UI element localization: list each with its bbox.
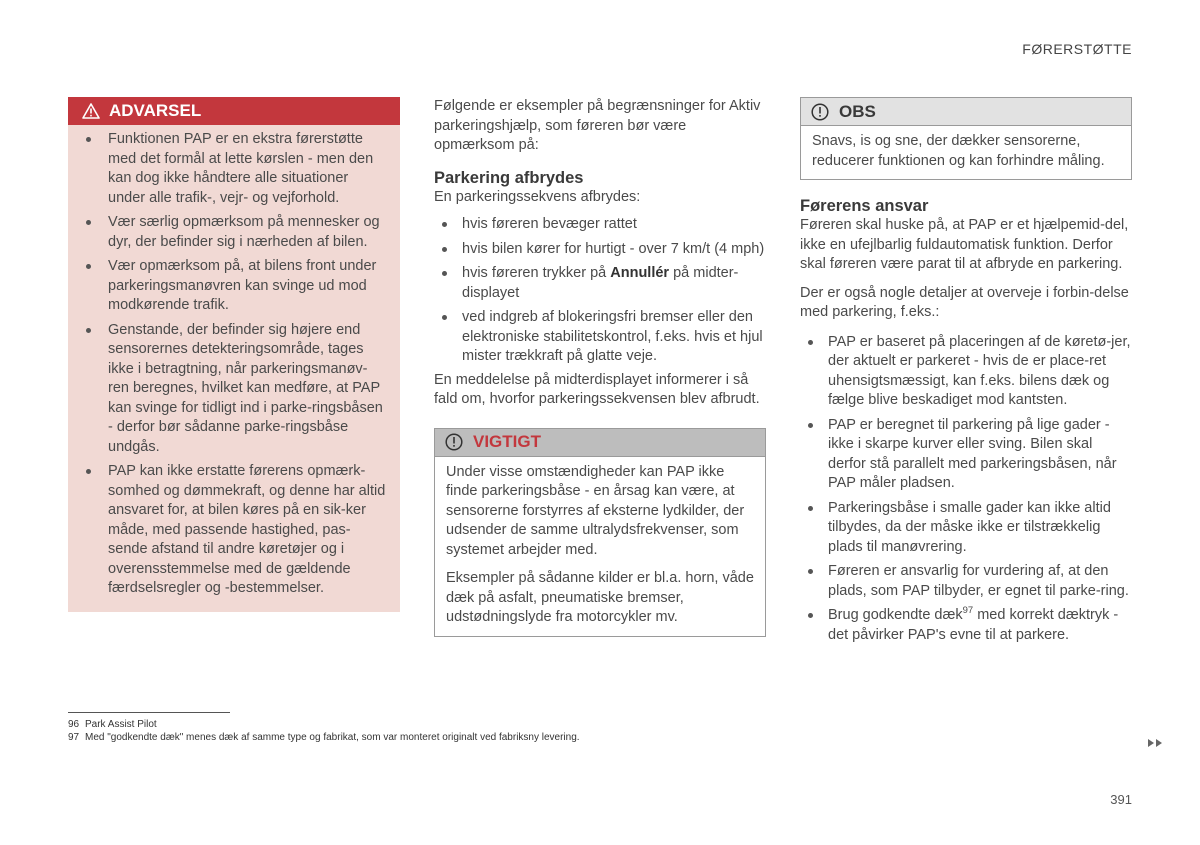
list-item: Vær særlig opmærksom på mennesker og dyr, der befinder sig i nærheden af bilen. (80, 213, 388, 252)
list-item: ved indgreb af blokeringsfri bremser eller den elektroniske stabilitetskontrol, f.eks. hvis et hjul mister trækkraft på glatte veje. (434, 308, 766, 367)
list-item: hvis bilen kører for hurtigt - over 7 km/t (4 mph) (434, 240, 766, 260)
footnote-number: 97 (68, 732, 80, 743)
list-item: Parkeringsbåse i smalle gader kan ikke altid tilbydes, da der måske ikke er tilstrækkelig plads til manøvrering. (800, 499, 1132, 558)
footnote (68, 731, 580, 744)
footnote-divider (68, 712, 230, 713)
list-item: Føreren er ansvarlig for vurdering af, at den plads, som PAP tilbyder, er egnet til parke-ring. (800, 562, 1132, 601)
column-middle (434, 97, 766, 637)
warning-triangle-icon (82, 103, 100, 119)
warning-box (68, 97, 400, 612)
exclamation-circle-icon (445, 433, 463, 451)
page-number: 391 (1110, 792, 1132, 807)
column-right (800, 97, 1132, 650)
section-heading: Parkering afbrydes (434, 168, 584, 187)
intro-paragraph: Følgende er eksempler på begrænsninger for Aktiv parkeringshjælp, som føreren bør være opmærksom på: (434, 98, 761, 153)
note-box (800, 97, 1132, 180)
item-text: med korrekt dæktryk - det påvirker PAP's evne til at parkere. (828, 607, 1119, 643)
note-title: OBS (839, 101, 876, 121)
note-body (801, 126, 1131, 179)
warning-title: ADVARSEL (109, 101, 202, 121)
message-paragraph: En meddelelse på midterdisplayet informerer i så fald om, hvorfor parkeringssekvensen blev afbrudt. (434, 371, 760, 407)
warning-list (68, 125, 400, 599)
footnote-text: Med "godkendte dæk" menes dæk af samme type og fabrikat, som var monteret originalt ved fabriksny levering. (85, 732, 580, 743)
item-text: hvis føreren trykker på (462, 265, 611, 281)
important-body (435, 457, 765, 636)
note-header (801, 98, 1131, 126)
list-item: PAP er beregnet til parkering på lige gader - ikke i skarpe kurver eller sving. Bilen skal derfor stå parallelt med parkeringsbåsen, når PAP måler pladsen. (800, 416, 1132, 494)
footnote-number: 96 (68, 719, 80, 730)
column-left (68, 97, 400, 612)
footnote-text: Park Assist Pilot (85, 719, 157, 730)
important-header (435, 429, 765, 457)
important-paragraph: Under visse omstændigheder kan PAP ikke finde parkeringsbåse - en årsag kan være, at sensorerne forstyrres af eksterne lydkilder, der udsender de samme ultralydsfrekvenser, som systemet arbejder med. (446, 463, 745, 558)
cancel-label: Annullér (610, 265, 670, 281)
details-list (800, 333, 1132, 646)
footnotes (68, 718, 580, 744)
important-title: VIGTIGT (473, 432, 541, 452)
list-item: Vær opmærksom på, at bilens front under parkeringsmanøvren kan svinge ud mod modkørende trafik. (80, 257, 388, 316)
list-item: PAP kan ikke erstatte førerens opmærk-somhed og dømmekraft, og denne har altid ansvaret for, at bilen køres på en sik-ker måde, med passende hastighed, pas-sende afstand til andre køretøjer og i overensstemmelse med de gældende færdselsregler og -bestemmelser. (80, 462, 388, 599)
list-item: hvis føreren bevæger rattet (434, 215, 766, 235)
list-item: Funktionen PAP er en ekstra førerstøtte med det formål at lette kørslen - men den kan dog ikke håndtere alle situationer under alle trafik-, vejr- og vejforhold. (80, 130, 388, 208)
item-text: Brug godkendte dæk (828, 607, 963, 623)
item-text: på midter-displayet (462, 265, 739, 301)
list-item: Genstande, der befinder sig højere end sensorernes detekteringsområde, tages ikke i betragtning, når parkeringsmanøv-ren beregnes, hvilket kan medføre, at PAP kan svinge for tidligt ind i parke-ringsbåsen - derfor bør sådanne parke-ringsbåse undgås. (80, 321, 388, 458)
sub-paragraph: En parkeringssekvens afbrydes: (434, 188, 641, 205)
interrupt-list (434, 215, 766, 367)
important-box (434, 428, 766, 637)
warning-header (68, 97, 400, 125)
list-item: PAP er baseret på placeringen af de køretø-jer, der aktuelt er parkeret - hvis de er place-ret uhensigtsmæssigt, kan f.eks. bilens dæk og fælge blive beskadiget mod kantsten. (800, 333, 1132, 411)
footnote-ref: 97 (962, 605, 974, 617)
section-header: FØRERSTØTTE (1022, 41, 1132, 57)
details-paragraph: Der er også nogle detaljer at overveje i forbin-delse med parkering, f.eks.: (800, 284, 1129, 320)
footnote (68, 718, 580, 731)
important-paragraph: Eksempler på sådanne kilder er bl.a. horn, våde dæk på asfalt, pneumatiske bremser, udstødningslyde fra motorcykler mv. (446, 570, 754, 625)
note-text: Snavs, is og sne, der dækker sensorerne, reducerer funktionen og kan forhindre måling. (812, 133, 1105, 169)
list-item (434, 264, 766, 303)
list-item (800, 606, 1132, 645)
section-heading: Førerens ansvar (800, 197, 929, 215)
responsibility-paragraph: Føreren skal huske på, at PAP er et hjælpemid-del, ikke en ufejlbarlig fuldautomatisk funktion. Derfor skal føreren være parat til at afbryde en parkering. (800, 217, 1129, 272)
info-circle-icon (811, 103, 829, 121)
next-page-arrows-icon (1147, 738, 1165, 748)
